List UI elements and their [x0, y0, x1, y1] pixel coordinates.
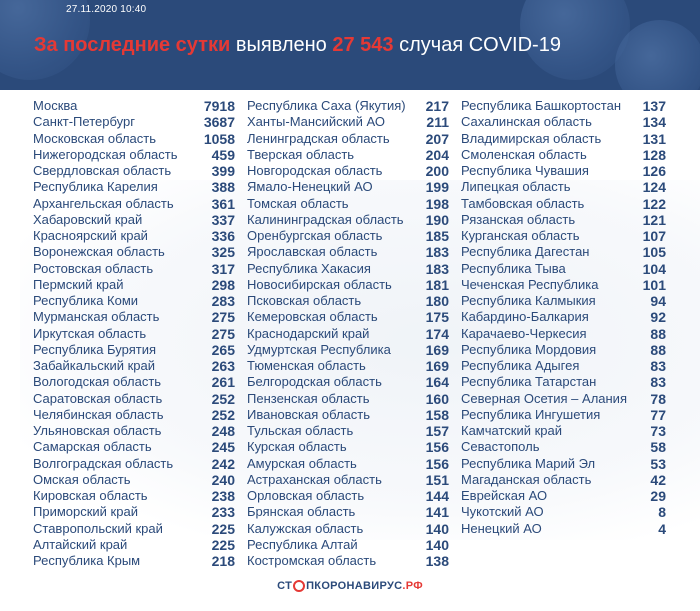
- region-cases: 261: [211, 374, 235, 391]
- region-cases: 207: [425, 130, 449, 147]
- region-name: Тюменская область: [247, 358, 366, 373]
- region-cases: 337: [211, 211, 235, 228]
- region-name: Республика Хакасия: [247, 260, 371, 276]
- region-name: Красноярский край: [33, 228, 148, 243]
- region-cases: 7918: [203, 98, 235, 114]
- region-row: [33, 114, 235, 130]
- region-name: Калужская область: [247, 520, 364, 536]
- region-row: [247, 293, 449, 309]
- region-row: [247, 98, 449, 114]
- region-row: [33, 342, 235, 358]
- region-row: [33, 423, 235, 439]
- region-cases: 459: [211, 146, 235, 163]
- region-row: [33, 553, 235, 569]
- region-column-2: [247, 98, 449, 569]
- region-cases: 83: [650, 358, 666, 374]
- region-row: [461, 439, 666, 455]
- region-row: [461, 472, 666, 488]
- region-name: Республика Саха (Якутия): [247, 98, 406, 113]
- region-name: Амурская область: [247, 455, 357, 471]
- region-cases: 140: [425, 536, 449, 553]
- region-cases: 1058: [203, 130, 235, 147]
- region-row: [461, 244, 666, 260]
- region-row: [461, 521, 666, 537]
- region-row: [461, 131, 666, 147]
- region-row: [247, 537, 449, 553]
- region-row: [33, 293, 235, 309]
- region-cases: 88: [650, 325, 666, 342]
- region-name: Камчатский край: [461, 423, 562, 438]
- region-row: [247, 456, 449, 472]
- region-cases: 157: [425, 423, 449, 439]
- region-cases: 252: [211, 406, 235, 423]
- region-row: [461, 407, 666, 423]
- region-name: Приморский край: [33, 504, 138, 520]
- region-row: [33, 147, 235, 163]
- logo-text-right: ПКОРОНАВИРУС: [306, 580, 403, 592]
- region-name: Омская область: [33, 471, 131, 487]
- headline-suffix: случая COVID-19: [399, 34, 561, 56]
- region-row: [461, 309, 666, 325]
- region-cases: 53: [650, 455, 666, 472]
- region-cases: 156: [425, 455, 449, 472]
- region-cases: 101: [642, 276, 666, 293]
- region-cases: 156: [425, 439, 449, 456]
- region-cases: 137: [642, 98, 666, 114]
- region-cases: 83: [650, 374, 666, 391]
- region-name: Липецкая область: [461, 179, 571, 195]
- region-cases: 138: [425, 553, 449, 569]
- region-row: [33, 504, 235, 520]
- region-name: Томская область: [247, 195, 349, 211]
- region-cases: 240: [211, 471, 235, 488]
- region-name: Иркутская область: [33, 325, 147, 341]
- region-name: Рязанская область: [461, 211, 576, 227]
- region-row: [33, 277, 235, 293]
- region-name: Северная Осетия – Алания: [461, 390, 627, 406]
- region-cases: 29: [650, 488, 666, 504]
- region-row: [33, 374, 235, 390]
- region-cases: 175: [425, 309, 449, 326]
- region-name: Республика Крым: [33, 553, 141, 568]
- region-name: Челябинская область: [33, 406, 164, 422]
- region-cases: 190: [425, 211, 449, 228]
- region-name: Удмуртская Республика: [247, 341, 391, 357]
- region-row: [247, 553, 449, 569]
- region-row: [33, 488, 235, 504]
- region-row: [461, 179, 666, 195]
- region-cases: 200: [425, 163, 449, 179]
- region-row: [247, 163, 449, 179]
- region-name: Еврейская АО: [461, 488, 548, 503]
- region-cases: 283: [211, 293, 235, 309]
- region-row: [33, 228, 235, 244]
- region-name: Карачаево-Черкесия: [461, 325, 587, 341]
- region-cases: 77: [650, 406, 666, 423]
- region-row: [461, 423, 666, 439]
- region-row: [247, 147, 449, 163]
- region-row: [247, 196, 449, 212]
- region-name: Республика Чувашия: [461, 163, 589, 178]
- region-cases: 88: [650, 341, 666, 358]
- region-name: Кабардино-Балкария: [461, 309, 589, 325]
- region-row: [247, 391, 449, 407]
- region-cases: 204: [425, 146, 449, 163]
- region-name: Брянская область: [247, 504, 356, 520]
- region-cases: 58: [650, 439, 666, 456]
- region-cases: 233: [211, 504, 235, 521]
- region-name: Севастополь: [461, 439, 540, 455]
- region-name: Калининградская область: [247, 211, 404, 227]
- region-row: [33, 521, 235, 537]
- region-cases: 4: [658, 520, 666, 537]
- region-name: Ростовская область: [33, 260, 154, 276]
- region-cases: 217: [425, 98, 449, 114]
- region-cases: 105: [642, 244, 666, 261]
- region-row: [461, 147, 666, 163]
- region-row: [461, 342, 666, 358]
- region-cases: 107: [642, 228, 666, 244]
- region-row: [461, 212, 666, 228]
- region-name: Хабаровский край: [33, 211, 143, 227]
- region-row: [461, 114, 666, 130]
- region-name: Санкт-Петербург: [33, 114, 135, 130]
- region-row: [247, 261, 449, 277]
- region-row: [461, 228, 666, 244]
- region-name: Курская область: [247, 439, 347, 455]
- region-cases: 183: [425, 260, 449, 277]
- region-cases: 131: [642, 130, 666, 147]
- region-cases: 169: [425, 341, 449, 358]
- header-banner: [0, 0, 700, 90]
- region-name: Оренбургская область: [247, 228, 383, 243]
- region-row: [247, 309, 449, 325]
- region-name: Псковская область: [247, 293, 362, 308]
- region-row: [461, 488, 666, 504]
- region-row: [33, 196, 235, 212]
- region-name: Белгородская область: [247, 374, 382, 390]
- region-cases: 361: [211, 195, 235, 212]
- region-name: Ульяновская область: [33, 423, 162, 438]
- region-name: Республика Тыва: [461, 260, 566, 276]
- headline-period: За последние сутки: [34, 34, 231, 56]
- region-name: Республика Калмыкия: [461, 293, 596, 308]
- region-name: Москва: [33, 98, 78, 113]
- region-row: [33, 439, 235, 455]
- region-name: Сахалинская область: [461, 114, 592, 130]
- region-cases: 252: [211, 390, 235, 407]
- region-cases: 218: [211, 553, 235, 569]
- region-row: [33, 472, 235, 488]
- region-name: Республика Коми: [33, 293, 139, 308]
- region-row: [461, 358, 666, 374]
- region-row: [247, 439, 449, 455]
- region-row: [247, 326, 449, 342]
- region-name: Владимирская область: [461, 130, 602, 146]
- region-name: Кировская область: [33, 488, 148, 503]
- region-name: Республика Алтай: [247, 536, 358, 552]
- region-row: [461, 326, 666, 342]
- region-cases: 225: [211, 536, 235, 553]
- region-name: Кемеровская область: [247, 309, 378, 325]
- region-name: Республика Башкортостан: [461, 98, 621, 113]
- region-row: [247, 228, 449, 244]
- logo-text-rf: .РФ: [402, 580, 423, 592]
- region-row: [247, 358, 449, 374]
- region-row: [33, 326, 235, 342]
- region-name: Тверская область: [247, 146, 355, 162]
- region-cases: 317: [211, 260, 235, 277]
- region-cases: 140: [425, 520, 449, 537]
- region-name: Свердловская область: [33, 163, 172, 178]
- headline-number: 27 543: [332, 34, 394, 56]
- region-name: Ставропольский край: [33, 520, 163, 536]
- region-name: Магаданская область: [461, 471, 592, 487]
- region-name: Чеченская Республика: [461, 276, 599, 292]
- region-cases: 94: [650, 293, 666, 309]
- region-name: Республика Ингушетия: [461, 406, 601, 422]
- region-cases: 275: [211, 325, 235, 342]
- region-row: [461, 504, 666, 520]
- region-row: [247, 488, 449, 504]
- region-name: Ивановская область: [247, 406, 370, 422]
- logo-text-left: СТ: [277, 580, 293, 592]
- region-row: [247, 277, 449, 293]
- region-cases: 325: [211, 244, 235, 261]
- region-name: Республика Адыгея: [461, 358, 580, 373]
- region-name: Волгоградская область: [33, 455, 174, 471]
- region-cases: 78: [650, 390, 666, 407]
- region-name: Тамбовская область: [461, 195, 585, 211]
- region-row: [461, 456, 666, 472]
- region-name: Астраханская область: [247, 471, 382, 487]
- region-row: [461, 391, 666, 407]
- region-row: [33, 537, 235, 553]
- region-name: Тульская область: [247, 423, 354, 438]
- region-column-3: [461, 98, 666, 537]
- region-cases: 42: [650, 471, 666, 488]
- region-row: [461, 98, 666, 114]
- region-row: [461, 277, 666, 293]
- region-name: Орловская область: [247, 488, 365, 503]
- region-row: [247, 374, 449, 390]
- region-row: [461, 163, 666, 179]
- region-row: [33, 456, 235, 472]
- region-cases: 160: [425, 390, 449, 407]
- region-cases: 211: [426, 114, 449, 131]
- footer-logo: [0, 580, 700, 592]
- region-row: [461, 196, 666, 212]
- region-cases: 199: [425, 179, 449, 196]
- region-cases: 263: [211, 358, 235, 374]
- region-row: [33, 98, 235, 114]
- region-name: Республика Карелия: [33, 179, 158, 195]
- region-cases: 151: [425, 471, 449, 488]
- region-cases: 242: [211, 455, 235, 472]
- region-name: Новгородская область: [247, 163, 383, 178]
- region-name: Костромская область: [247, 553, 377, 568]
- region-name: Мурманская область: [33, 309, 160, 325]
- region-cases: 158: [425, 406, 449, 423]
- region-cases: 169: [425, 358, 449, 374]
- region-name: Нижегородская область: [33, 146, 178, 162]
- region-row: [247, 521, 449, 537]
- region-cases: 248: [211, 423, 235, 439]
- region-name: Ярославская область: [247, 244, 378, 260]
- region-row: [33, 131, 235, 147]
- region-row: [247, 504, 449, 520]
- region-name: Саратовская область: [33, 390, 163, 406]
- region-name: Пензенская область: [247, 390, 370, 406]
- region-name: Забайкальский край: [33, 358, 156, 373]
- region-cases: 388: [211, 179, 235, 196]
- region-row: [247, 131, 449, 147]
- region-cases: 238: [211, 488, 235, 504]
- region-row: [247, 472, 449, 488]
- region-row: [33, 163, 235, 179]
- region-cases: 181: [425, 276, 449, 293]
- region-name: Ямало-Ненецкий АО: [247, 179, 373, 195]
- region-row: [33, 358, 235, 374]
- region-cases: 104: [642, 260, 666, 277]
- region-row: [33, 407, 235, 423]
- region-cases: 92: [650, 309, 666, 326]
- region-row: [461, 374, 666, 390]
- region-row: [461, 293, 666, 309]
- region-cases: 298: [211, 276, 235, 293]
- stop-circle-icon: [293, 580, 305, 592]
- region-name: Ленинградская область: [247, 130, 390, 146]
- region-cases: 336: [211, 228, 235, 244]
- region-name: Республика Дагестан: [461, 244, 590, 260]
- region-row: [247, 342, 449, 358]
- region-cases: 126: [642, 163, 666, 179]
- region-column-1: [33, 98, 235, 569]
- region-cases: 164: [425, 374, 449, 391]
- region-row: [247, 212, 449, 228]
- region-cases: 122: [642, 195, 666, 212]
- region-row: [33, 179, 235, 195]
- region-cases: 275: [211, 309, 235, 326]
- region-name: Смоленская область: [461, 146, 587, 162]
- region-name: Курганская область: [461, 228, 580, 243]
- region-row: [247, 114, 449, 130]
- region-row: [33, 244, 235, 260]
- region-cases: 174: [425, 325, 449, 342]
- region-cases: 198: [425, 195, 449, 212]
- region-name: Чукотский АО: [461, 504, 544, 520]
- region-cases: 245: [211, 439, 235, 456]
- region-name: Ханты-Мансийский АО: [247, 114, 385, 130]
- region-name: Алтайский край: [33, 536, 128, 552]
- region-row: [247, 423, 449, 439]
- headline: [34, 34, 561, 57]
- region-name: Самарская область: [33, 439, 152, 455]
- region-row: [33, 212, 235, 228]
- region-name: Воронежская область: [33, 244, 165, 260]
- region-cases: 265: [211, 341, 235, 358]
- region-cases: 399: [211, 163, 235, 179]
- report-date: 27.11.2020 10:40: [66, 4, 147, 15]
- region-row: [247, 244, 449, 260]
- region-row: [247, 407, 449, 423]
- region-name: Архангельская область: [33, 195, 174, 211]
- region-row: [33, 309, 235, 325]
- region-name: Республика Мордовия: [461, 341, 597, 357]
- region-cases: 141: [425, 504, 449, 521]
- region-cases: 8: [658, 504, 666, 521]
- region-row: [33, 261, 235, 277]
- region-cases: 3687: [203, 114, 235, 131]
- region-cases: 128: [642, 146, 666, 163]
- region-cases: 180: [425, 293, 449, 309]
- region-name: Пермский край: [33, 276, 124, 292]
- region-name: Республика Бурятия: [33, 341, 157, 357]
- region-cases: 225: [211, 520, 235, 537]
- region-row: [247, 179, 449, 195]
- region-name: Новосибирская область: [247, 276, 392, 292]
- region-cases: 121: [642, 211, 666, 228]
- region-cases: 134: [642, 114, 666, 131]
- region-name: Краснодарский край: [247, 325, 370, 341]
- region-name: Вологодская область: [33, 374, 162, 390]
- region-row: [33, 391, 235, 407]
- region-cases: 183: [425, 244, 449, 261]
- region-name: Республика Марий Эл: [461, 455, 596, 471]
- region-name: Ненецкий АО: [461, 520, 542, 536]
- region-row: [461, 261, 666, 277]
- region-cases: 185: [425, 228, 449, 244]
- region-name: Московская область: [33, 130, 157, 146]
- region-cases: 124: [642, 179, 666, 196]
- headline-verb: выявлено: [235, 34, 327, 56]
- region-cases: 144: [425, 488, 449, 504]
- region-cases: 73: [650, 423, 666, 439]
- region-name: Республика Татарстан: [461, 374, 597, 390]
